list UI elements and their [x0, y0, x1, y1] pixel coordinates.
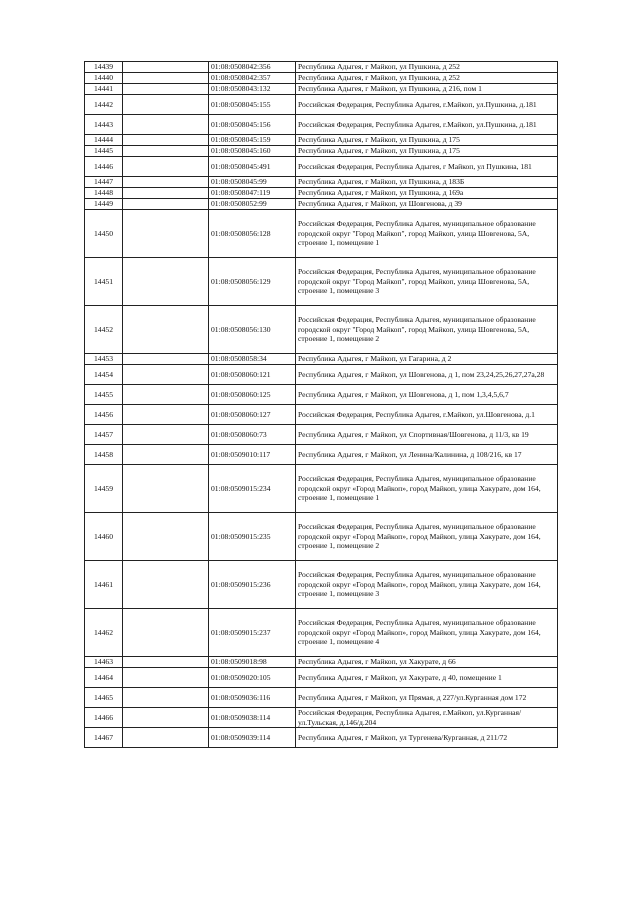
table-row: [85, 306, 558, 354]
cadastral-number-cell: 01:08:0508058:34: [209, 354, 296, 365]
table-row: [85, 62, 558, 73]
address-cell: Республика Адыгея, г Майкоп, ул Пушкина, д 175: [296, 135, 558, 146]
row-number-cell: 14447: [85, 177, 123, 188]
address-cell: Республика Адыгея, г Майкоп, ул Тургенева/Курганная, д 211/72: [296, 728, 558, 748]
empty-cell: [123, 188, 209, 199]
registry-table: [84, 61, 558, 748]
empty-cell: [123, 609, 209, 657]
row-number-cell: 14448: [85, 188, 123, 199]
row-number-cell: 14444: [85, 135, 123, 146]
address-cell: Республика Адыгея, г Майкоп, ул Гагарина, д 2: [296, 354, 558, 365]
table-row: [85, 405, 558, 425]
row-number-cell: 14441: [85, 84, 123, 95]
row-number-cell: 14453: [85, 354, 123, 365]
address-cell: Российская Федерация, Республика Адыгея, муниципальное образование городской округ «Город Майкоп», город Майкоп, улица Хакурате, дом 164, строение 1, помещение 2: [296, 513, 558, 561]
address-cell: Российская Федерация, Республика Адыгея, г.Майкоп, ул.Шовгенова, д.1: [296, 405, 558, 425]
cadastral-number-cell: 01:08:0508045:99: [209, 177, 296, 188]
empty-cell: [123, 199, 209, 210]
address-cell: Российская Федерация, Республика Адыгея, муниципальное образование городской округ "Город Майкоп", город Майкоп, улица Шовгенова, 5А, строение 1, помещение 2: [296, 306, 558, 354]
cadastral-number-cell: 01:08:0508042:356: [209, 62, 296, 73]
table-row: [85, 668, 558, 688]
address-cell: Российская Федерация, Республика Адыгея, муниципальное образование городской округ «Город Майкоп», город Майкоп, улица Хакурате, дом 164, строение 1, помещение 4: [296, 609, 558, 657]
cadastral-number-cell: 01:08:0508060:73: [209, 425, 296, 445]
address-cell: Российская Федерация, Республика Адыгея, муниципальное образование городской округ "Город Майкоп", город Майкоп, улица Шовгенова, 5А, строение 1, помещение 3: [296, 258, 558, 306]
table-row: [85, 199, 558, 210]
cadastral-number-cell: 01:08:0508045:156: [209, 115, 296, 135]
empty-cell: [123, 95, 209, 115]
empty-cell: [123, 258, 209, 306]
cadastral-number-cell: 01:08:0508052:99: [209, 199, 296, 210]
table-row: [85, 385, 558, 405]
address-cell: Республика Адыгея, г Майкоп, ул Пушкина, д 216, пом 1: [296, 84, 558, 95]
cadastral-number-cell: 01:08:0509015:235: [209, 513, 296, 561]
address-cell: Российская Федерация, Республика Адыгея, г.Майкоп, ул.Пушкина, д.181: [296, 115, 558, 135]
table-row: [85, 513, 558, 561]
row-number-cell: 14440: [85, 73, 123, 84]
empty-cell: [123, 708, 209, 728]
empty-cell: [123, 657, 209, 668]
address-cell: Республика Адыгея, г Майкоп, ул Шовгенова, д 1, пом 23,24,25,26,27,27а,28: [296, 365, 558, 385]
row-number-cell: 14443: [85, 115, 123, 135]
empty-cell: [123, 405, 209, 425]
empty-cell: [123, 354, 209, 365]
row-number-cell: 14458: [85, 445, 123, 465]
cadastral-number-cell: 01:08:0509036:116: [209, 688, 296, 708]
empty-cell: [123, 84, 209, 95]
table-row: [85, 157, 558, 177]
table-row: [85, 561, 558, 609]
cadastral-number-cell: 01:08:0508060:125: [209, 385, 296, 405]
row-number-cell: 14459: [85, 465, 123, 513]
row-number-cell: 14446: [85, 157, 123, 177]
address-cell: Республика Адыгея, г Майкоп, ул Пушкина, д 169а: [296, 188, 558, 199]
table-row: [85, 84, 558, 95]
empty-cell: [123, 210, 209, 258]
empty-cell: [123, 157, 209, 177]
empty-cell: [123, 561, 209, 609]
table-row: [85, 425, 558, 445]
cadastral-number-cell: 01:08:0508042:357: [209, 73, 296, 84]
empty-cell: [123, 73, 209, 84]
cadastral-number-cell: 01:08:0508045:160: [209, 146, 296, 157]
empty-cell: [123, 465, 209, 513]
cadastral-number-cell: 01:08:0508060:121: [209, 365, 296, 385]
empty-cell: [123, 306, 209, 354]
address-cell: Республика Адыгея, г Майкоп, ул Спортивная/Шовгенова, д 11/3, кв 19: [296, 425, 558, 445]
cadastral-number-cell: 01:08:0509015:234: [209, 465, 296, 513]
cadastral-number-cell: 01:08:0508056:130: [209, 306, 296, 354]
address-cell: Республика Адыгея, г Майкоп, ул Пушкина, д 252: [296, 73, 558, 84]
cadastral-number-cell: 01:08:0509020:105: [209, 668, 296, 688]
address-cell: Республика Адыгея, г Майкоп, ул Пушкина, д 252: [296, 62, 558, 73]
empty-cell: [123, 425, 209, 445]
cadastral-number-cell: 01:08:0508045:155: [209, 95, 296, 115]
table-row: [85, 115, 558, 135]
cadastral-number-cell: 01:08:0509015:236: [209, 561, 296, 609]
empty-cell: [123, 62, 209, 73]
row-number-cell: 14452: [85, 306, 123, 354]
row-number-cell: 14450: [85, 210, 123, 258]
address-cell: Российская Федерация, Республика Адыгея, муниципальное образование городской округ «Город Майкоп», город Майкоп, улица Хакурате, дом 164, строение 1, помещение 1: [296, 465, 558, 513]
empty-cell: [123, 513, 209, 561]
empty-cell: [123, 177, 209, 188]
cadastral-number-cell: 01:08:0509010:117: [209, 445, 296, 465]
address-cell: Республика Адыгея, г Майкоп, ул Прямая, д 227/ул.Курганная дом 172: [296, 688, 558, 708]
address-cell: Республика Адыгея, г Майкоп, ул Пушкина, д 175: [296, 146, 558, 157]
address-cell: Российская Федерация, Республика Адыгея, г.Майкоп, ул.Пушкина, д.181: [296, 95, 558, 115]
address-cell: Республика Адыгея, г Майкоп, ул Пушкина, д 183Б: [296, 177, 558, 188]
row-number-cell: 14454: [85, 365, 123, 385]
empty-cell: [123, 115, 209, 135]
row-number-cell: 14457: [85, 425, 123, 445]
table-row: [85, 365, 558, 385]
table-row: [85, 728, 558, 748]
table-row: [85, 73, 558, 84]
row-number-cell: 14455: [85, 385, 123, 405]
cadastral-number-cell: 01:08:0508060:127: [209, 405, 296, 425]
empty-cell: [123, 135, 209, 146]
table-row: [85, 609, 558, 657]
table-row: [85, 95, 558, 115]
table-row: [85, 465, 558, 513]
cadastral-number-cell: 01:08:0509038:114: [209, 708, 296, 728]
cadastral-number-cell: 01:08:0508047:119: [209, 188, 296, 199]
row-number-cell: 14467: [85, 728, 123, 748]
cadastral-number-cell: 01:08:0508056:129: [209, 258, 296, 306]
address-cell: Республика Адыгея, г Майкоп, ул Хакурате, д 66: [296, 657, 558, 668]
cadastral-number-cell: 01:08:0509039:114: [209, 728, 296, 748]
row-number-cell: 14439: [85, 62, 123, 73]
row-number-cell: 14451: [85, 258, 123, 306]
row-number-cell: 14461: [85, 561, 123, 609]
table-row: [85, 688, 558, 708]
cadastral-number-cell: 01:08:0508056:128: [209, 210, 296, 258]
address-cell: Республика Адыгея, г Майкоп, ул Шовгенова, д 39: [296, 199, 558, 210]
table-row: [85, 657, 558, 668]
address-cell: Российская Федерация, Республика Адыгея, муниципальное образование городской округ «Город Майкоп», город Майкоп, улица Хакурате, дом 164, строение 1, помещение 3: [296, 561, 558, 609]
empty-cell: [123, 365, 209, 385]
registry-table-body: [85, 62, 558, 748]
table-row: [85, 210, 558, 258]
row-number-cell: 14462: [85, 609, 123, 657]
table-row: [85, 146, 558, 157]
empty-cell: [123, 445, 209, 465]
table-row: [85, 445, 558, 465]
row-number-cell: 14466: [85, 708, 123, 728]
table-row: [85, 354, 558, 365]
table-row: [85, 188, 558, 199]
table-row: [85, 177, 558, 188]
cadastral-number-cell: 01:08:0508045:491: [209, 157, 296, 177]
address-cell: Республика Адыгея, г Майкоп, ул Шовгенова, д 1, пом 1,3,4,5,6,7: [296, 385, 558, 405]
address-cell: Республика Адыгея, г Майкоп, ул Хакурате, д 40, помещение 1: [296, 668, 558, 688]
empty-cell: [123, 385, 209, 405]
cadastral-number-cell: 01:08:0508045:159: [209, 135, 296, 146]
address-cell: Российская Федерация, Республика Адыгея, муниципальное образование городской округ "Город Майкоп", город Майкоп, улица Шовгенова, 5А, строение 1, помещение 1: [296, 210, 558, 258]
cadastral-number-cell: 01:08:0508043:132: [209, 84, 296, 95]
row-number-cell: 14460: [85, 513, 123, 561]
address-cell: Республика Адыгея, г Майкоп, ул Ленина/Калинина, д 108/216, кв 17: [296, 445, 558, 465]
table-row: [85, 135, 558, 146]
row-number-cell: 14449: [85, 199, 123, 210]
table-row: [85, 258, 558, 306]
empty-cell: [123, 688, 209, 708]
cadastral-number-cell: 01:08:0509018:98: [209, 657, 296, 668]
table-row: [85, 708, 558, 728]
row-number-cell: 14456: [85, 405, 123, 425]
address-cell: Российская Федерация, Республика Адыгея, г Майкоп, ул Пушкина, 181: [296, 157, 558, 177]
row-number-cell: 14464: [85, 668, 123, 688]
row-number-cell: 14442: [85, 95, 123, 115]
empty-cell: [123, 668, 209, 688]
row-number-cell: 14465: [85, 688, 123, 708]
address-cell: Российская Федерация, Республика Адыгея, г.Майкоп, ул.Курганная/ул.Тульская, д.146/д.204: [296, 708, 558, 728]
empty-cell: [123, 146, 209, 157]
row-number-cell: 14445: [85, 146, 123, 157]
row-number-cell: 14463: [85, 657, 123, 668]
cadastral-number-cell: 01:08:0509015:237: [209, 609, 296, 657]
empty-cell: [123, 728, 209, 748]
